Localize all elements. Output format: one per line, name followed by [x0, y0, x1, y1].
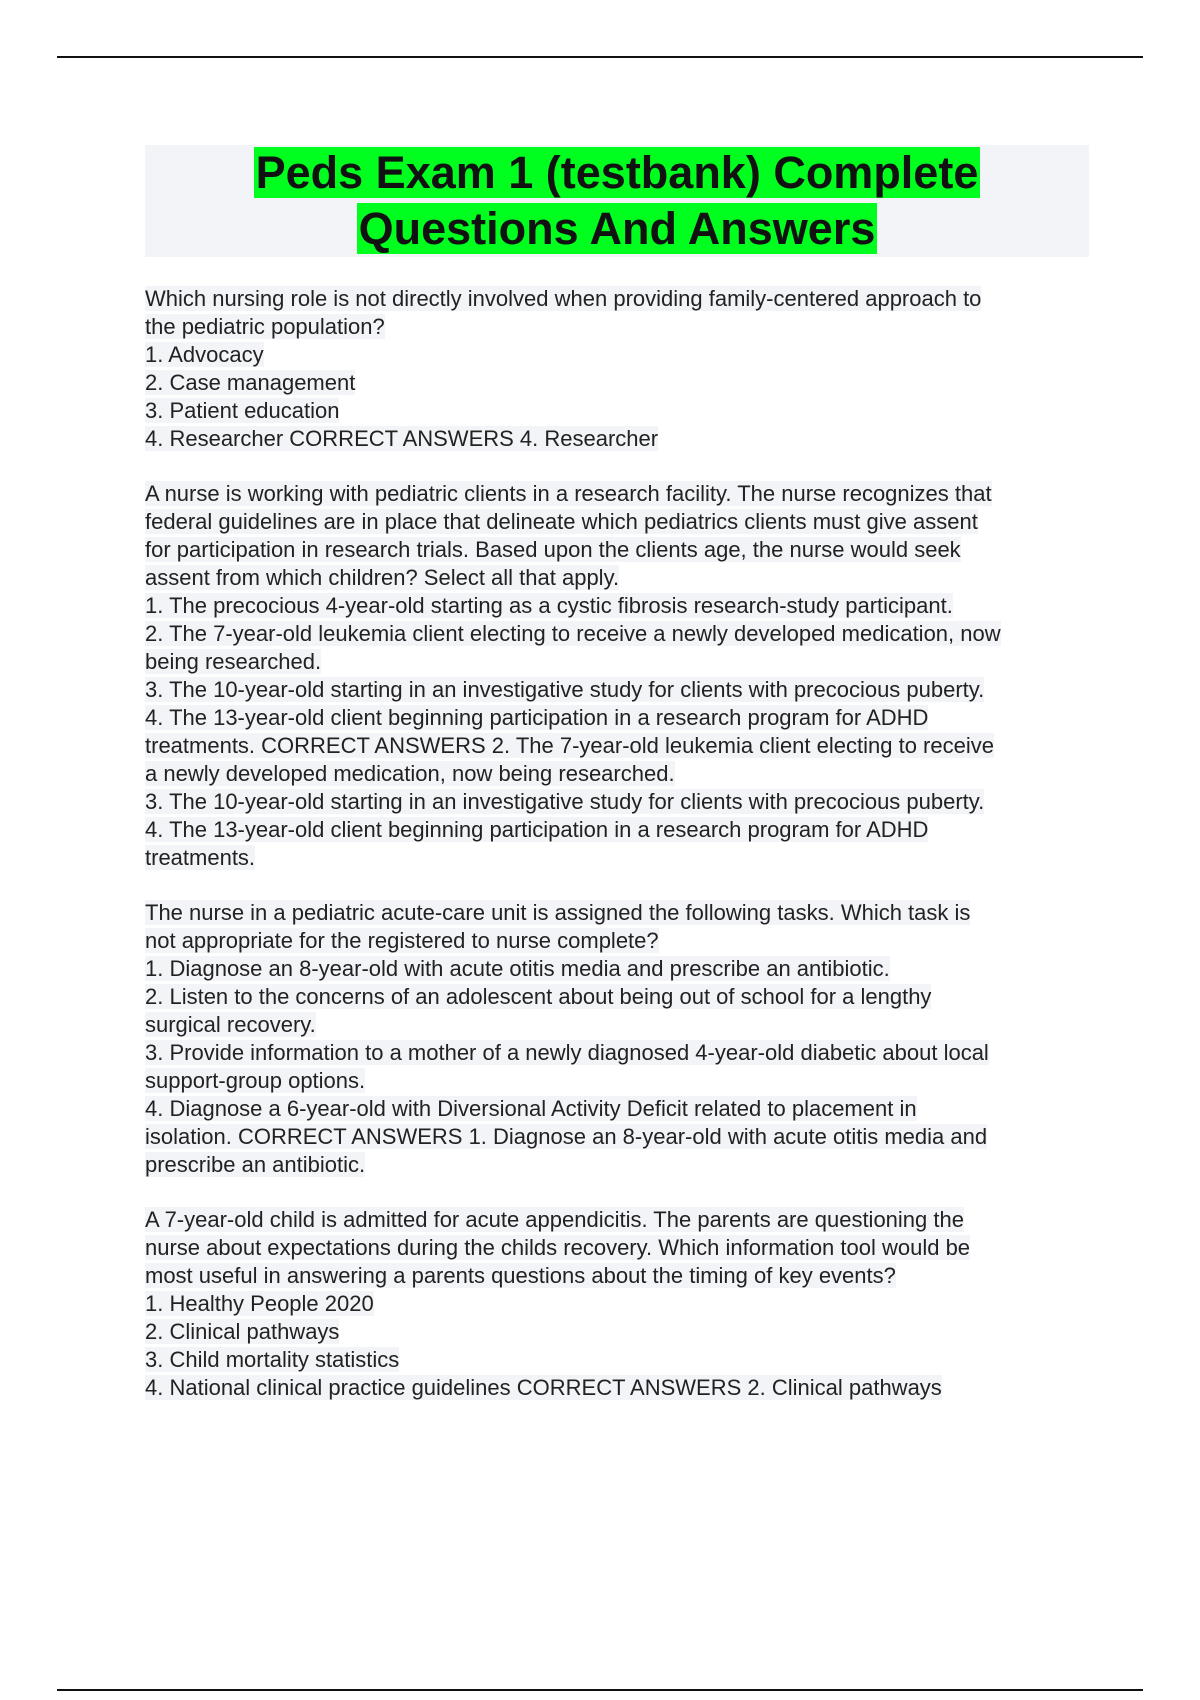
text-line: assent from which children? Select all that apply. [145, 565, 620, 590]
option-line: 3. The 10-year-old starting in an investigative study for clients with precocious puberty. [145, 677, 985, 702]
option-line: 1. Diagnose an 8-year-old with acute otitis media and prescribe an antibiotic. [145, 956, 890, 981]
option-line: 2. The 7-year-old leukemia client electing to receive a newly developed medication, now [145, 621, 1001, 646]
option-line: 2. Listen to the concerns of an adolescent about being out of school for a lengthy [145, 984, 932, 1009]
text-line: The nurse in a pediatric acute-care unit is assigned the following tasks. Which task is [145, 900, 971, 925]
question-block-4 [145, 1206, 1100, 1402]
option-line: 2. Clinical pathways [145, 1319, 340, 1344]
option-line: 1. The precocious 4-year-old starting as a cystic fibrosis research-study participant. [145, 593, 953, 618]
option-line: 4. Diagnose a 6-year-old with Diversional Activity Deficit related to placement in [145, 1096, 917, 1121]
option-line: being researched. [145, 649, 322, 674]
question-block-1 [145, 285, 1100, 453]
question-block-3 [145, 899, 1100, 1179]
answer-line: a newly developed medication, now being researched. [145, 761, 675, 786]
title-line-1: Peds Exam 1 (testbank) Complete [255, 147, 979, 198]
title-line-2: Questions And Answers [358, 203, 876, 254]
answer-line: 4. Researcher CORRECT ANSWERS 4. Researcher [145, 426, 659, 451]
answer-line: isolation. CORRECT ANSWERS 1. Diagnose an 8-year-old with acute otitis media and [145, 1124, 988, 1149]
answer-line: 4. National clinical practice guidelines CORRECT ANSWERS 2. Clinical pathways [145, 1375, 942, 1400]
text-line: federal guidelines are in place that delineate which pediatrics clients must give assent [145, 509, 978, 534]
option-line: 2. Case management [145, 370, 356, 395]
document-title [145, 145, 1089, 257]
text-line: for participation in research trials. Based upon the clients age, the nurse would seek [145, 537, 961, 562]
answer-line: prescribe an antibiotic. [145, 1152, 366, 1177]
text-line: A 7-year-old child is admitted for acute appendicitis. The parents are questioning the [145, 1207, 964, 1232]
option-line: surgical recovery. [145, 1012, 316, 1037]
bottom-rule [57, 1689, 1143, 1691]
question-block-2 [145, 480, 1100, 872]
answer-line: 3. The 10-year-old starting in an investigative study for clients with precocious puberty. [145, 789, 985, 814]
option-line: 4. The 13-year-old client beginning participation in a research program for ADHD [145, 705, 929, 730]
option-line: 3. Child mortality statistics [145, 1347, 400, 1372]
option-line: 3. Provide information to a mother of a newly diagnosed 4-year-old diabetic about local [145, 1040, 989, 1065]
text-line: not appropriate for the registered to nurse complete? [145, 928, 659, 953]
text-line: Which nursing role is not directly involved when providing family-centered approach to [145, 286, 982, 311]
option-line: support-group options. [145, 1068, 366, 1093]
text-line: A nurse is working with pediatric clients in a research facility. The nurse recognizes that [145, 481, 992, 506]
document-body [145, 285, 1100, 1429]
text-line: the pediatric population? [145, 314, 385, 339]
text-line: nurse about expectations during the childs recovery. Which information tool would be [145, 1235, 971, 1260]
option-line: 1. Advocacy [145, 342, 264, 367]
answer-line: 4. The 13-year-old client beginning participation in a research program for ADHD [145, 817, 929, 842]
option-line: 1. Healthy People 2020 [145, 1291, 374, 1316]
option-line: 3. Patient education [145, 398, 340, 423]
answer-line: treatments. [145, 845, 256, 870]
text-line: most useful in answering a parents questions about the timing of key events? [145, 1263, 896, 1288]
top-rule [57, 56, 1143, 58]
answer-line: treatments. CORRECT ANSWERS 2. The 7-year-old leukemia client electing to receive [145, 733, 994, 758]
